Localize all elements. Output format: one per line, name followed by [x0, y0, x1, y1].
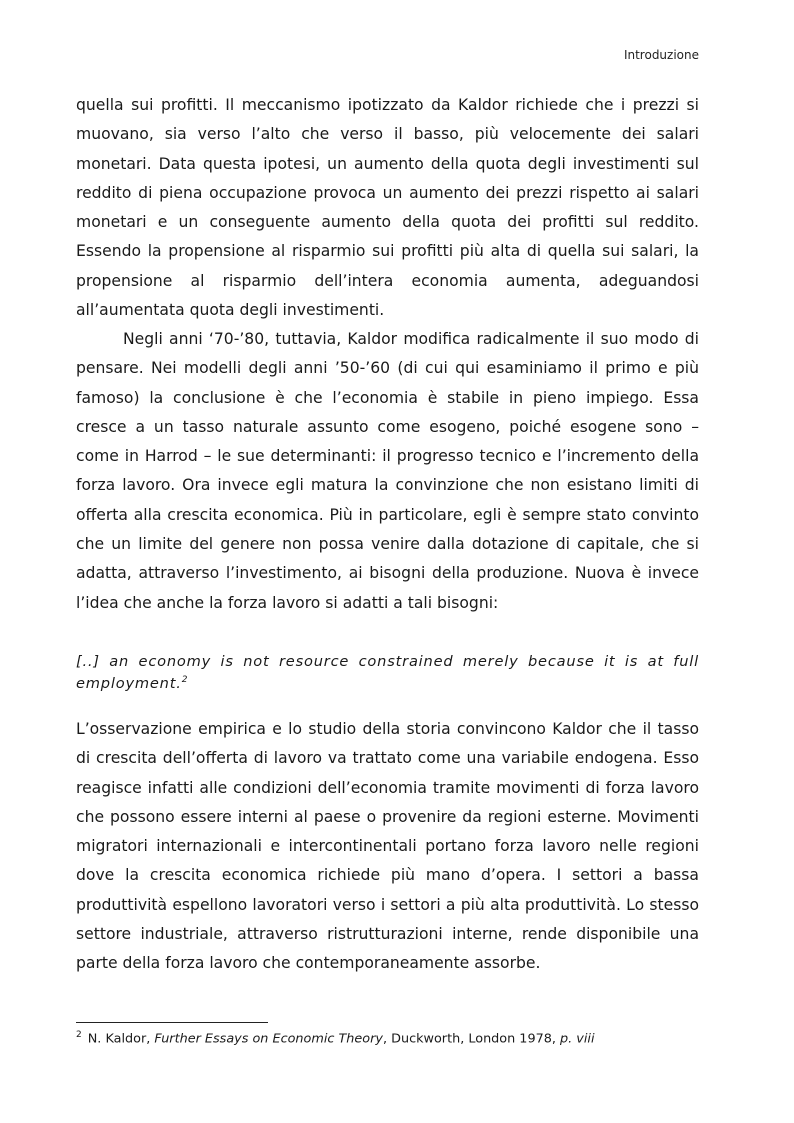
footnote-page: p. viii [560, 1031, 595, 1047]
footnote-number: 2 [76, 1030, 82, 1040]
footnote-book-title: Further Essays on Economic Theory [154, 1031, 383, 1047]
block-quote [76, 652, 699, 693]
footnote-publisher: , Duckworth, London 1978, [382, 1031, 561, 1047]
paragraph-2: Negli anni ‘70-’80, tuttavia, Kaldor modifica radicalmente il suo modo di pensare. Nei modelli degli anni ’50-’60 (di cui qui esaminiamo il primo e più famoso) la conclusione è che l’economia è stabile in pieno impiego. Essa cresce a un tasso naturale assunto come esogeno, poiché esogene sono – come in Harrod – le sue determinanti: il progresso tecnico e l’incremento della forza lavoro. Ora invece egli matura la convinzione che non esistano limiti di offerta alla crescita economica. Più in particolare, egli è sempre stato convinto che un limite del genere non possa venire dalla dotazione di capitale, che si adatta, attraverso l’investimento, ai bisogni della produzione. Nuova è invece l’idea che anche la forza lavoro si adatti a tali bisogni: [76, 330, 699, 612]
footnote-author: N. Kaldor, [87, 1031, 155, 1047]
footnote [76, 1030, 595, 1046]
running-header: Introduzione [623, 48, 699, 62]
paragraph-1: quella sui profitti. Il meccanismo ipotizzato da Kaldor richiede che i prezzi si muovano, sia verso l’alto che verso il basso, più velocemente dei salari monetari. Data questa ipotesi, un aumento della quota degli investimenti sul reddito di piena occupazione provoca un aumento dei prezzi rispetto ai salari monetari e un conseguente aumento della quota dei profitti sul reddito. Essendo la propensione al risparmio sui profitti più alta di quella sui salari, la propensione al risparmio dell’intera economia aumenta, adeguandosi all’aumentata quota degli investimenti. [76, 96, 699, 320]
paragraph-3: L’osservazione empirica e lo studio della storia convincono Kaldor che il tasso di crescita dell’offerta di lavoro va trattato come una variabile endogena. Esso reagisce infatti alle condizioni dell’economia tramite movimenti di forza lavoro che possono essere interni al paese o provenire da regioni esterne. Movimenti migratori internazionali e intercontinentali portano forza lavoro nelle regioni dove la crescita economica richiede più mano d’opera. I settori a bassa produttività espellono lavoratori verso i settori a più alta produttività. Lo stesso settore industriale, attraverso ristrutturazioni interne, rende disponibile una parte della forza lavoro che contemporaneamente assorbe. [76, 720, 699, 973]
footnote-divider [76, 1022, 268, 1023]
quote-text: [..] an economy is not resource constrained merely because it is at full employment. [76, 653, 699, 692]
footnote-reference[interactable]: 2 [181, 675, 188, 685]
